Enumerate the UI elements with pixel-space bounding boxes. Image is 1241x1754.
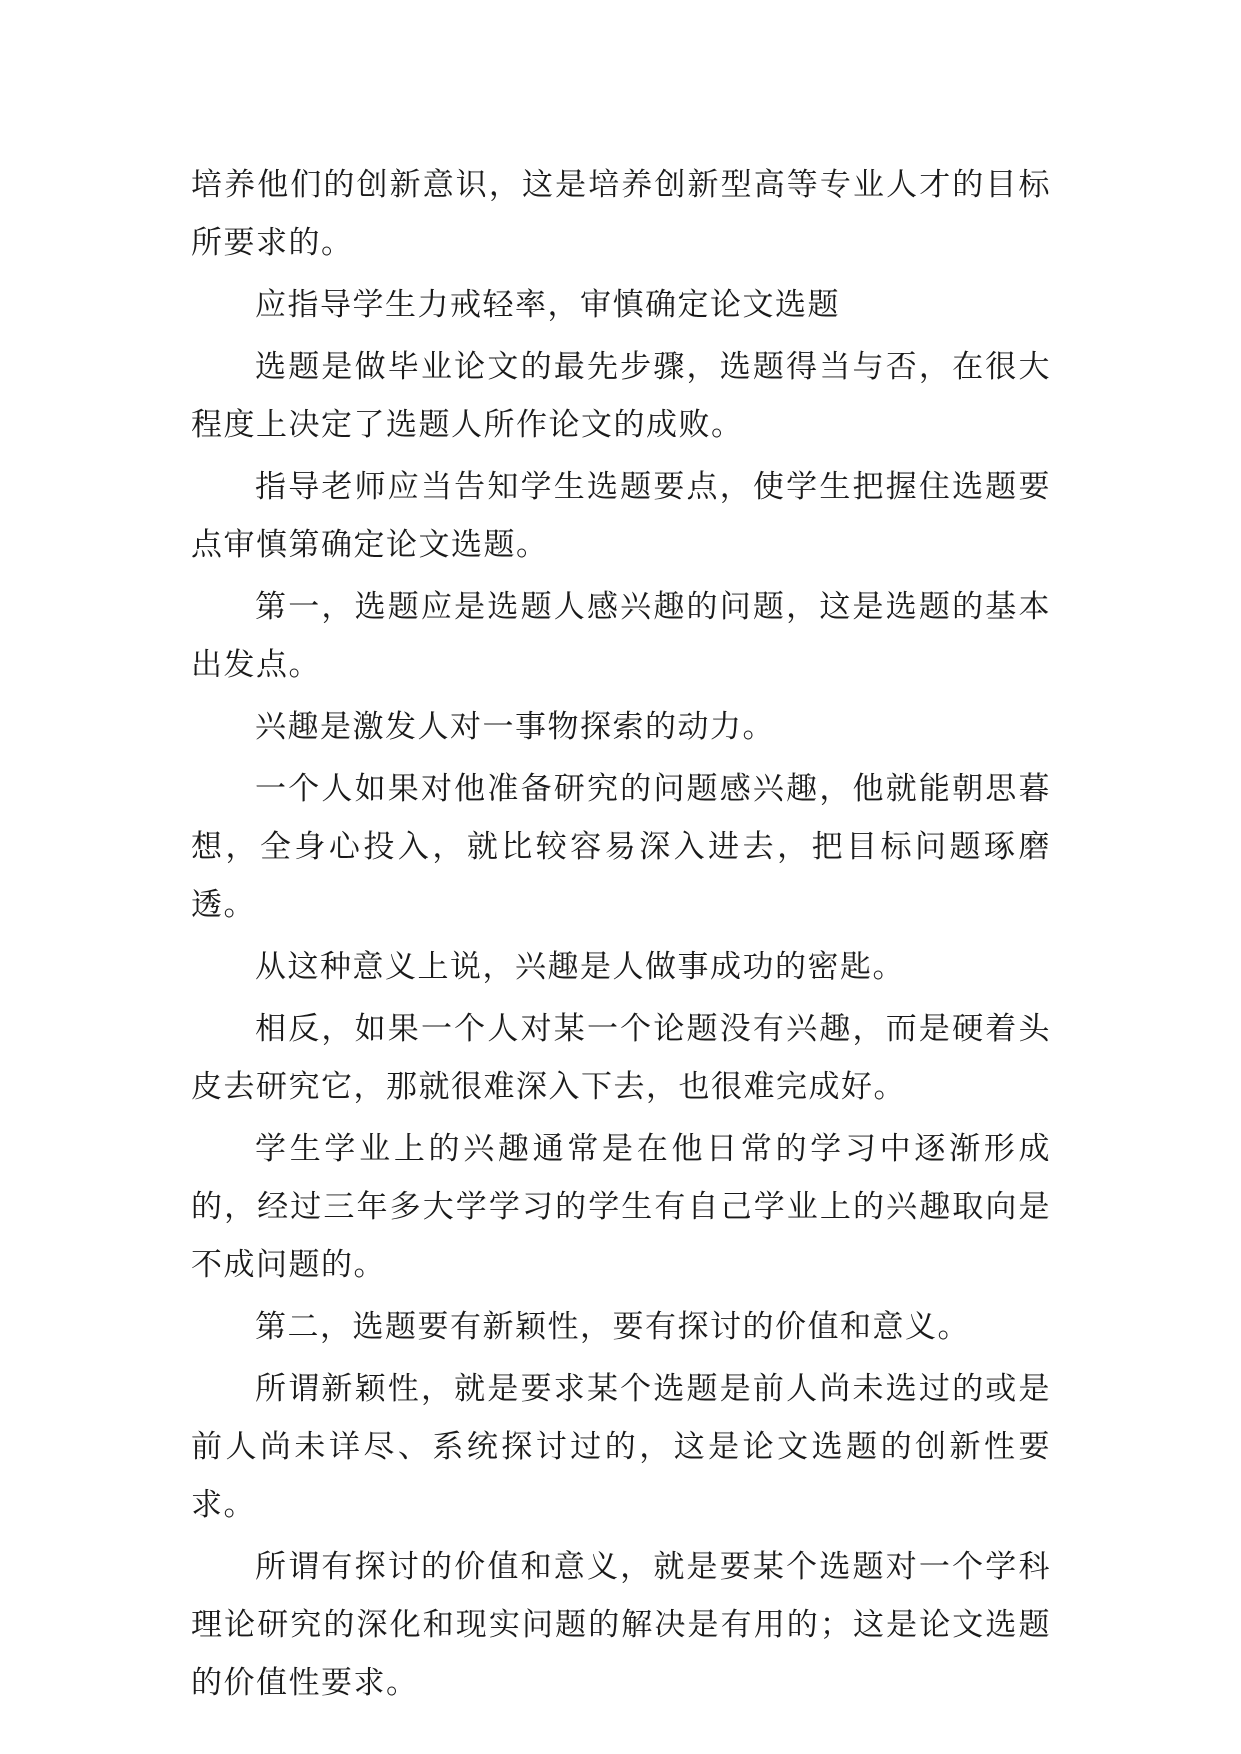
- paragraph: 相反，如果一个人对某一个论题没有兴趣，而是硬着头皮去研究它，那就很难深入下去，也很难完成好。: [191, 1011, 1051, 1105]
- paragraph: 所谓新颖性，就是要求某个选题是前人尚未选过的或是前人尚未详尽、系统探讨过的，这是论文选题的创新性要求。: [191, 1371, 1051, 1523]
- paragraph: 第一，选题应是选题人感兴趣的问题，这是选题的基本出发点。: [191, 589, 1051, 683]
- paragraph: 应指导学生力戒轻率，审慎确定论文选题: [255, 287, 840, 323]
- paragraph: 培养他们的创新意识，这是培养创新型高等专业人才的目标所要求的。: [191, 167, 1051, 261]
- paragraph: 从这种意义上说，兴趣是人做事成功的密匙。: [255, 949, 905, 985]
- paragraph: 指导老师应当告知学生选题要点，使学生把握住选题要点审慎第确定论文选题。: [191, 469, 1051, 563]
- paragraph: 第二，选题要有新颖性，要有探讨的价值和意义。: [255, 1309, 970, 1345]
- paragraph: 兴趣是激发人对一事物探索的动力。: [255, 709, 775, 745]
- paragraph: 一个人如果对他准备研究的问题感兴趣，他就能朝思暮想，全身心投入，就比较容易深入进去，把目标问题琢磨透。: [191, 771, 1051, 923]
- document-page: [191, 156, 1051, 1712]
- paragraph: 所谓有探讨的价值和意义，就是要某个选题对一个学科理论研究的深化和现实问题的解决是有用的；这是论文选题的价值性要求。: [191, 1549, 1051, 1701]
- paragraph: 学生学业上的兴趣通常是在他日常的学习中逐渐形成的，经过三年多大学学习的学生有自己学业上的兴趣取向是不成问题的。: [191, 1131, 1051, 1283]
- paragraph: 选题是做毕业论文的最先步骤，选题得当与否，在很大程度上决定了选题人所作论文的成败。: [191, 349, 1051, 443]
